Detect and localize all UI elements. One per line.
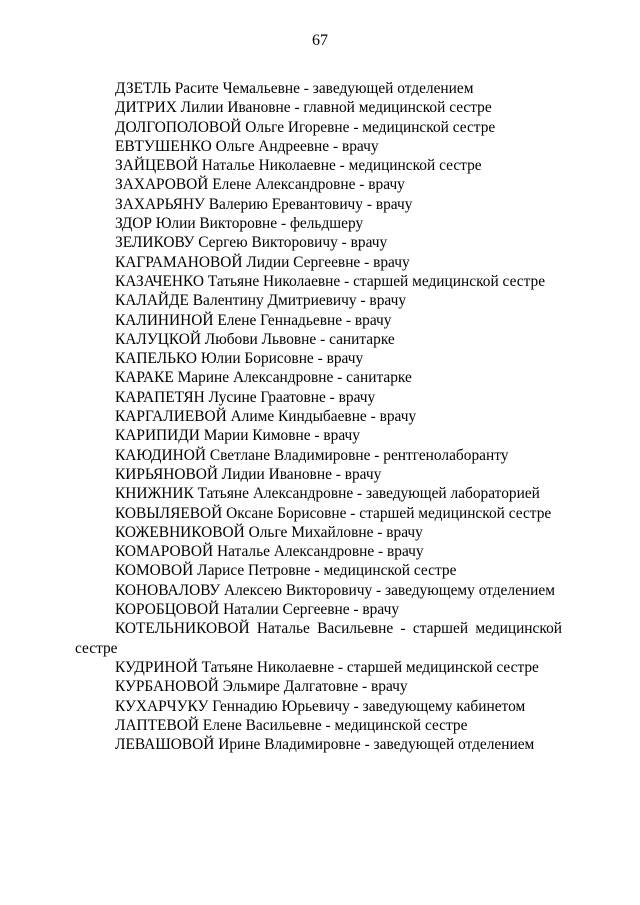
list-item: КОРОБЦОВОЙ Наталии Сергеевне - врачу xyxy=(115,601,400,619)
list-item: КАРАПЕТЯН Лусине Граатовне - врачу xyxy=(115,388,376,406)
list-item: ЗАХАРЬЯНУ Валерию Еревантовичу - врачу xyxy=(115,195,413,213)
list-item: КАРГАЛИЕВОЙ Алиме Киндыбаевне - врачу xyxy=(115,408,417,426)
list-item: КОМОВОЙ Ларисе Петровне - медицинской сестре xyxy=(115,562,457,580)
list-item: ДОЛГОПОЛОВОЙ Ольге Игоревне - медицинской сестре xyxy=(115,118,496,136)
list-item: ЗЕЛИКОВУ Сергею Викторовичу - врачу xyxy=(115,234,388,252)
list-item: КАПЕЛЬКО Юлии Борисовне - врачу xyxy=(115,350,364,368)
list-item: КАЛИНИНОЙ Елене Геннадьевне - врачу xyxy=(115,311,392,329)
list-item: КАЮДИНОЙ Светлане Владимировне - рентгенолаборанту xyxy=(115,446,509,464)
list-item: КНИЖНИК Татьяне Александровне - заведующей лабораторией xyxy=(115,485,540,503)
list-item: КУРБАНОВОЙ Эльмире Далгатовне - врачу xyxy=(115,678,408,696)
list-item: КАЛАЙДЕ Валентину Дмитриевичу - врачу xyxy=(115,292,407,310)
list-item: КОВЫЛЯЕВОЙ Оксане Борисовне - старшей медицинской сестре xyxy=(115,504,552,522)
list-item: КУДРИНОЙ Татьяне Николаевне - старшей медицинской сестре xyxy=(115,658,539,676)
list-item: ДЗЕТЛЬ Расите Чемальевне - заведующей отделением xyxy=(115,80,474,97)
list-item: КАЛУЦКОЙ Любови Львовне - санитарке xyxy=(115,330,395,348)
list-item: ЗДОР Юлии Викторовне - фельдшеру xyxy=(115,215,364,233)
list-item: ДИТРИХ Лилии Ивановне - главной медицинской сестре xyxy=(115,99,492,117)
list-item: ЗАХАРОВОЙ Елене Александровне - врачу xyxy=(115,176,405,194)
page-number: 67 xyxy=(312,32,328,49)
list-item: КОМАРОВОЙ Наталье Александровне - врачу xyxy=(115,543,424,561)
list-item: КАЗАЧЕНКО Татьяне Николаевне - старшей медицинской сестре xyxy=(115,272,546,290)
award-list xyxy=(75,79,562,754)
list-item: КОНОВАЛОВУ Алексею Викторовичу - заведующему отделением xyxy=(115,581,555,599)
list-item: КУХАРЧУКУ Геннадию Юрьевичу - заведующему кабинетом xyxy=(115,697,526,715)
list-item: ЛЕВАШОВОЙ Ирине Владимировне - заведующей отделением xyxy=(115,736,535,754)
list-item: ЛАПТЕВОЙ Елене Васильевне - медицинской сестре xyxy=(115,716,468,734)
list-item: ЕВТУШЕНКО Ольге Андреевне - врачу xyxy=(115,137,379,155)
list-item: КАРАКЕ Марине Александровне - санитарке xyxy=(115,369,412,387)
list-item: КИРЬЯНОВОЙ Лидии Ивановне - врачу xyxy=(115,465,382,483)
list-item: ЗАЙЦЕВОЙ Наталье Николаевне - медицинской сестре xyxy=(115,157,482,175)
list-item: КОТЕЛЬНИКОВОЙ Наталье Васильевне - старшей медицинской сестре xyxy=(75,620,562,657)
list-item: КОЖЕВНИКОВОЙ Ольге Михайловне - врачу xyxy=(115,523,423,541)
list-item: КАРИПИДИ Марии Кимовне - врачу xyxy=(115,427,360,445)
list-item: КАГРАМАНОВОЙ Лидии Сергеевне - врачу xyxy=(115,253,410,271)
